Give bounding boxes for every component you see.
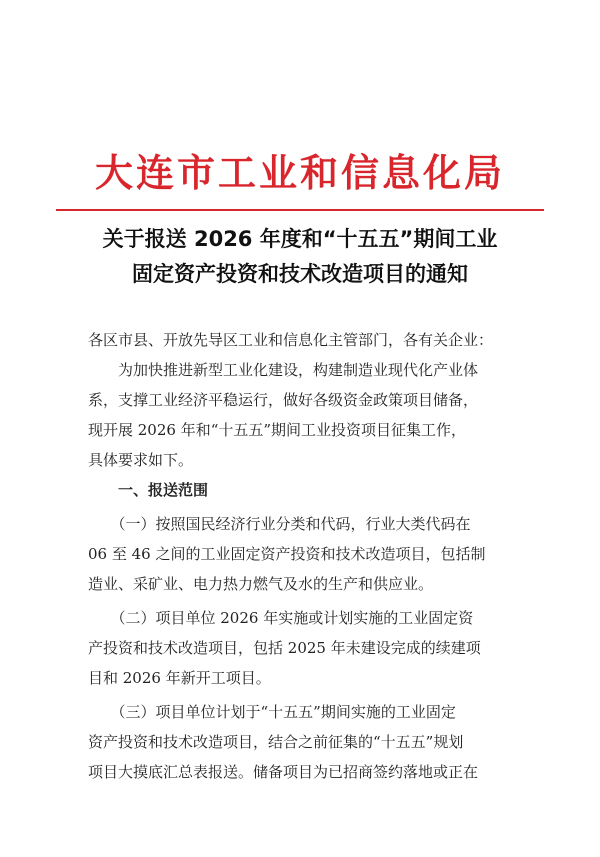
item-3-line: 项目大摸底汇总表报送。储备项目为已招商签约落地或正在 xyxy=(88,763,479,781)
intro-line: 为加快推进新型工业化建设，构建制造业现代化产业体 xyxy=(88,361,479,379)
item-2-line: 产投资和技术改造项目，包括 2025 年未建设完成的续建项 xyxy=(88,639,481,657)
agency-letterhead: 大连市工业和信息化局 xyxy=(94,151,505,195)
title-line-1: 关于报送 2026 年度和“十五五”期间工业 xyxy=(102,227,498,251)
section-heading: 一、报送范围 xyxy=(88,481,209,499)
intro-line: 系，支撑工业经济平稳运行，做好各级资金政策项目储备， xyxy=(88,391,479,409)
item-1-line: （一）按照国民经济行业分类和代码，行业大类代码在 xyxy=(88,515,471,533)
item-3-line: 资产投资和技术改造项目，结合之前征集的“十五五”规划 xyxy=(88,733,464,751)
item-1-line: 06 至 46 之间的工业固定资产投资和技术改造项目，包括制 xyxy=(88,545,486,563)
title-line-2: 固定资产投资和技术改造项目的通知 xyxy=(132,262,468,286)
document-title xyxy=(40,222,560,292)
item-2-line: （二）项目单位 2026 年实施或计划实施的工业固定资 xyxy=(88,609,474,627)
letterhead-divider xyxy=(56,209,544,211)
salutation: 各区市县、开放先导区工业和信息化主管部门，各有关企业： xyxy=(88,331,494,349)
intro-line: 具体要求如下。 xyxy=(88,451,194,469)
intro-line: 现开展 2026 年和“十五五”期间工业投资项目征集工作， xyxy=(88,421,467,439)
document-body xyxy=(88,325,528,787)
item-2-line: 目和 2026 年新开工项目。 xyxy=(88,669,271,687)
item-1-line: 造业、采矿业、电力热力燃气及水的生产和供应业。 xyxy=(88,575,434,593)
item-3-line: （三）项目单位计划于“十五五”期间实施的工业固定 xyxy=(88,703,456,721)
